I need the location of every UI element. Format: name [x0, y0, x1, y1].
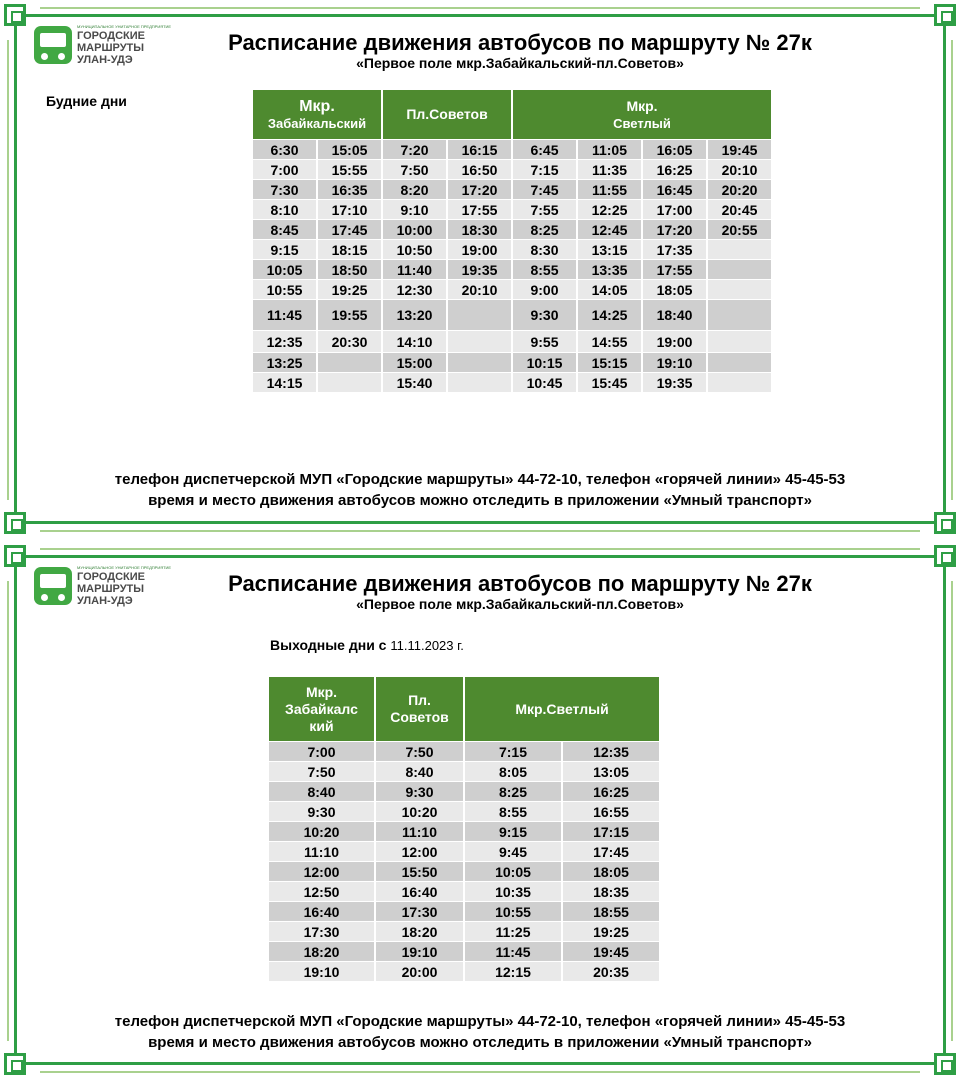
frame-top-accent: [40, 7, 920, 9]
time-cell: 12:35: [253, 331, 316, 352]
time-cell: 16:50: [448, 160, 511, 179]
time-cell: 17:45: [318, 220, 381, 239]
time-cell: 16:25: [563, 782, 659, 801]
time-cell: 13:15: [578, 240, 641, 259]
frame-left: [14, 555, 17, 1065]
time-cell: 12:00: [269, 862, 374, 881]
page-title: Расписание движения автобусов по маршруту № 27к: [228, 571, 812, 596]
time-cell: 17:30: [269, 922, 374, 941]
time-cell: 7:50: [383, 160, 446, 179]
time-cell: 16:25: [643, 160, 706, 179]
time-cell: 7:50: [376, 742, 463, 761]
table-row: [269, 862, 659, 881]
frame-top: [14, 555, 946, 558]
time-cell: 12:50: [269, 882, 374, 901]
table-row: [253, 331, 771, 352]
table-row: [253, 200, 771, 219]
brand-name: ГОРОДСКИЕ МАРШРУТЫ УЛАН-УДЭ: [77, 571, 145, 607]
time-cell: 18:20: [376, 922, 463, 941]
time-cell: 7:00: [269, 742, 374, 761]
table-row: [269, 902, 659, 921]
route-subtitle: «Первое поле мкр.Забайкальский-пл.Советов»: [356, 596, 684, 612]
time-cell: 10:50: [383, 240, 446, 259]
frame-bottom-accent: [40, 1071, 920, 1073]
time-cell: [318, 373, 381, 392]
time-cell: 18:20: [269, 942, 374, 961]
table-row: [269, 802, 659, 821]
time-cell: 12:15: [465, 962, 561, 981]
frame-right-accent: [951, 581, 953, 1041]
time-cell: 6:30: [253, 140, 316, 159]
table-row: [269, 822, 659, 841]
weekday-schedule-table: [251, 89, 773, 393]
frame-corner: [4, 512, 26, 534]
time-cell: [448, 353, 511, 372]
time-cell: 15:05: [318, 140, 381, 159]
table-row: [269, 762, 659, 781]
time-cell: 16:40: [376, 882, 463, 901]
time-cell: 10:45: [513, 373, 576, 392]
time-cell: 9:30: [513, 300, 576, 330]
time-cell: 10:55: [253, 280, 316, 299]
time-cell: 9:30: [269, 802, 374, 821]
time-cell: 17:30: [376, 902, 463, 921]
time-cell: [708, 280, 771, 299]
time-cell: 11:40: [383, 260, 446, 279]
time-cell: 14:25: [578, 300, 641, 330]
time-cell: 12:45: [578, 220, 641, 239]
table-row: [253, 260, 771, 279]
header-zabaykalsky: Мкр. Забайкальский: [253, 90, 381, 139]
frame-left: [14, 14, 17, 524]
footer-app-line: время и место движения автобусов можно отследить в приложении «Умный транспорт»: [148, 492, 812, 509]
table-row: [269, 922, 659, 941]
time-cell: 9:30: [376, 782, 463, 801]
header-pl-sovetov: Пл. Советов: [376, 677, 463, 741]
time-cell: 15:50: [376, 862, 463, 881]
time-cell: 19:35: [643, 373, 706, 392]
time-cell: 19:00: [643, 331, 706, 352]
time-cell: 15:45: [578, 373, 641, 392]
time-cell: 16:05: [643, 140, 706, 159]
time-cell: 19:25: [318, 280, 381, 299]
time-cell: [708, 331, 771, 352]
table-row: [253, 353, 771, 372]
time-cell: 7:30: [253, 180, 316, 199]
time-cell: 12:35: [563, 742, 659, 761]
frame-top-accent: [40, 548, 920, 550]
time-cell: 17:55: [643, 260, 706, 279]
time-cell: 9:15: [253, 240, 316, 259]
table-row: [269, 742, 659, 761]
frame-right: [943, 14, 946, 524]
time-cell: 8:10: [253, 200, 316, 219]
time-cell: 20:30: [318, 331, 381, 352]
time-cell: 17:55: [448, 200, 511, 219]
time-cell: 18:40: [643, 300, 706, 330]
time-cell: 8:20: [383, 180, 446, 199]
time-cell: 10:55: [465, 902, 561, 921]
table-row: [269, 842, 659, 861]
time-cell: [448, 331, 511, 352]
frame-right: [943, 555, 946, 1065]
time-cell: 19:45: [563, 942, 659, 961]
time-cell: 11:05: [578, 140, 641, 159]
time-cell: 11:10: [269, 842, 374, 861]
time-cell: 12:30: [383, 280, 446, 299]
time-cell: 8:40: [376, 762, 463, 781]
weekend-schedule-table: [267, 676, 661, 982]
time-cell: 10:20: [269, 822, 374, 841]
time-cell: 19:25: [563, 922, 659, 941]
time-cell: 16:40: [269, 902, 374, 921]
time-cell: 10:35: [465, 882, 561, 901]
time-cell: 18:15: [318, 240, 381, 259]
time-cell: 20:35: [563, 962, 659, 981]
time-cell: 7:00: [253, 160, 316, 179]
time-cell: 17:45: [563, 842, 659, 861]
time-cell: 7:15: [513, 160, 576, 179]
frame-top: [14, 14, 946, 17]
time-cell: 14:05: [578, 280, 641, 299]
time-cell: 16:45: [643, 180, 706, 199]
time-cell: 8:40: [269, 782, 374, 801]
time-cell: 15:55: [318, 160, 381, 179]
time-cell: 10:20: [376, 802, 463, 821]
time-cell: 18:35: [563, 882, 659, 901]
time-cell: [448, 373, 511, 392]
time-cell: [708, 240, 771, 259]
time-cell: 7:20: [383, 140, 446, 159]
header-svetly: Мкр.Светлый: [465, 677, 659, 741]
time-cell: 14:15: [253, 373, 316, 392]
table-row: [253, 280, 771, 299]
time-cell: 8:55: [513, 260, 576, 279]
time-cell: [318, 353, 381, 372]
time-cell: 13:05: [563, 762, 659, 781]
header-svetly: Мкр. Светлый: [513, 90, 771, 139]
brand-org: МУНИЦИПАЛЬНОЕ УНИТАРНОЕ ПРЕДПРИЯТИЕ: [77, 565, 172, 570]
time-cell: 15:00: [383, 353, 446, 372]
frame-bottom: [14, 521, 946, 524]
time-cell: 16:35: [318, 180, 381, 199]
time-cell: [448, 300, 511, 330]
brand-name: ГОРОДСКИЕ МАРШРУТЫ УЛАН-УДЭ: [77, 30, 145, 66]
time-cell: 8:45: [253, 220, 316, 239]
frame-corner: [4, 1053, 26, 1075]
time-cell: 19:55: [318, 300, 381, 330]
time-cell: 19:10: [269, 962, 374, 981]
time-cell: 13:35: [578, 260, 641, 279]
frame-bottom: [14, 1062, 946, 1065]
time-cell: 19:10: [643, 353, 706, 372]
time-cell: 18:30: [448, 220, 511, 239]
time-cell: 12:25: [578, 200, 641, 219]
frame-corner: [4, 545, 26, 567]
time-cell: 9:55: [513, 331, 576, 352]
footer-contacts: [0, 469, 960, 511]
time-cell: 20:00: [376, 962, 463, 981]
frame-left-accent: [7, 581, 9, 1041]
time-cell: 13:20: [383, 300, 446, 330]
brand-org: МУНИЦИПАЛЬНОЕ УНИТАРНОЕ ПРЕДПРИЯТИЕ: [77, 24, 172, 29]
time-cell: 15:40: [383, 373, 446, 392]
time-cell: 18:05: [563, 862, 659, 881]
time-cell: 8:55: [465, 802, 561, 821]
time-cell: 9:45: [465, 842, 561, 861]
footer-contacts: [0, 1011, 960, 1053]
time-cell: 11:10: [376, 822, 463, 841]
time-cell: 18:05: [643, 280, 706, 299]
footer-phone-line: телефон диспетчерской МУП «Городские маршруты» 44-72-10, телефон «горячей линии» 45-45-53: [114, 1013, 846, 1030]
time-cell: 8:25: [465, 782, 561, 801]
time-cell: 7:55: [513, 200, 576, 219]
time-cell: 6:45: [513, 140, 576, 159]
brand-logo: [34, 24, 172, 68]
time-cell: 8:05: [465, 762, 561, 781]
header-zabaykalsky: Мкр. Забайкалс кий: [269, 677, 374, 741]
time-cell: 9:00: [513, 280, 576, 299]
time-cell: [708, 300, 771, 330]
table-row: [269, 882, 659, 901]
time-cell: 12:00: [376, 842, 463, 861]
time-cell: 9:15: [465, 822, 561, 841]
frame-corner: [4, 4, 26, 26]
time-cell: 16:55: [563, 802, 659, 821]
time-cell: [708, 260, 771, 279]
time-cell: 15:15: [578, 353, 641, 372]
time-cell: 8:25: [513, 220, 576, 239]
time-cell: 14:10: [383, 331, 446, 352]
time-cell: 20:45: [708, 200, 771, 219]
table-row: [253, 220, 771, 239]
brand-logo: [34, 565, 172, 609]
time-cell: 19:35: [448, 260, 511, 279]
frame-corner: [934, 4, 956, 26]
time-cell: 17:35: [643, 240, 706, 259]
frame-right-accent: [951, 40, 953, 500]
time-cell: 17:10: [318, 200, 381, 219]
time-cell: 11:45: [253, 300, 316, 330]
table-row: [269, 942, 659, 961]
time-cell: 8:30: [513, 240, 576, 259]
frame-corner: [934, 512, 956, 534]
route-subtitle: «Первое поле мкр.Забайкальский-пл.Советов»: [356, 55, 684, 71]
time-cell: 20:10: [448, 280, 511, 299]
time-cell: 10:15: [513, 353, 576, 372]
footer-app-line: время и место движения автобусов можно отследить в приложении «Умный транспорт»: [148, 1034, 812, 1051]
time-cell: 11:45: [465, 942, 561, 961]
weekend-panel: [0, 541, 960, 1082]
time-cell: [708, 353, 771, 372]
frame-corner: [934, 545, 956, 567]
table-row: [253, 240, 771, 259]
time-cell: 7:45: [513, 180, 576, 199]
time-cell: 10:05: [465, 862, 561, 881]
day-type-label: Выходные дни с 11.11.2023 г.: [270, 637, 464, 653]
time-cell: 19:10: [376, 942, 463, 961]
time-cell: 17:15: [563, 822, 659, 841]
time-cell: [708, 373, 771, 392]
time-cell: 7:50: [269, 762, 374, 781]
time-cell: 19:00: [448, 240, 511, 259]
time-cell: 19:45: [708, 140, 771, 159]
time-cell: 20:20: [708, 180, 771, 199]
footer-phone-line: телефон диспетчерской МУП «Городские маршруты» 44-72-10, телефон «горячей линии» 45-45-53: [114, 471, 846, 488]
table-row: [253, 140, 771, 159]
time-cell: 11:55: [578, 180, 641, 199]
page-title: Расписание движения автобусов по маршруту № 27к: [228, 30, 812, 55]
time-cell: 17:20: [643, 220, 706, 239]
time-cell: 18:55: [563, 902, 659, 921]
time-cell: 9:10: [383, 200, 446, 219]
time-cell: 10:00: [383, 220, 446, 239]
day-type-label: Будние дни: [46, 93, 127, 109]
time-cell: 10:05: [253, 260, 316, 279]
frame-left-accent: [7, 40, 9, 500]
table-row: [253, 160, 771, 179]
time-cell: 17:20: [448, 180, 511, 199]
time-cell: 14:55: [578, 331, 641, 352]
header-pl-sovetov: Пл.Советов: [383, 90, 511, 139]
time-cell: 20:10: [708, 160, 771, 179]
bus-icon: [34, 567, 72, 605]
time-cell: 11:25: [465, 922, 561, 941]
time-cell: 16:15: [448, 140, 511, 159]
table-row: [269, 962, 659, 981]
table-row: [253, 180, 771, 199]
frame-corner: [934, 1053, 956, 1075]
bus-icon: [34, 26, 72, 64]
frame-bottom-accent: [40, 530, 920, 532]
time-cell: 13:25: [253, 353, 316, 372]
table-row: [253, 300, 771, 330]
time-cell: 20:55: [708, 220, 771, 239]
effective-date: 11.11.2023 г.: [390, 638, 464, 653]
time-cell: 18:50: [318, 260, 381, 279]
time-cell: 11:35: [578, 160, 641, 179]
table-row: [269, 782, 659, 801]
table-row: [253, 373, 771, 392]
time-cell: 7:15: [465, 742, 561, 761]
time-cell: 17:00: [643, 200, 706, 219]
